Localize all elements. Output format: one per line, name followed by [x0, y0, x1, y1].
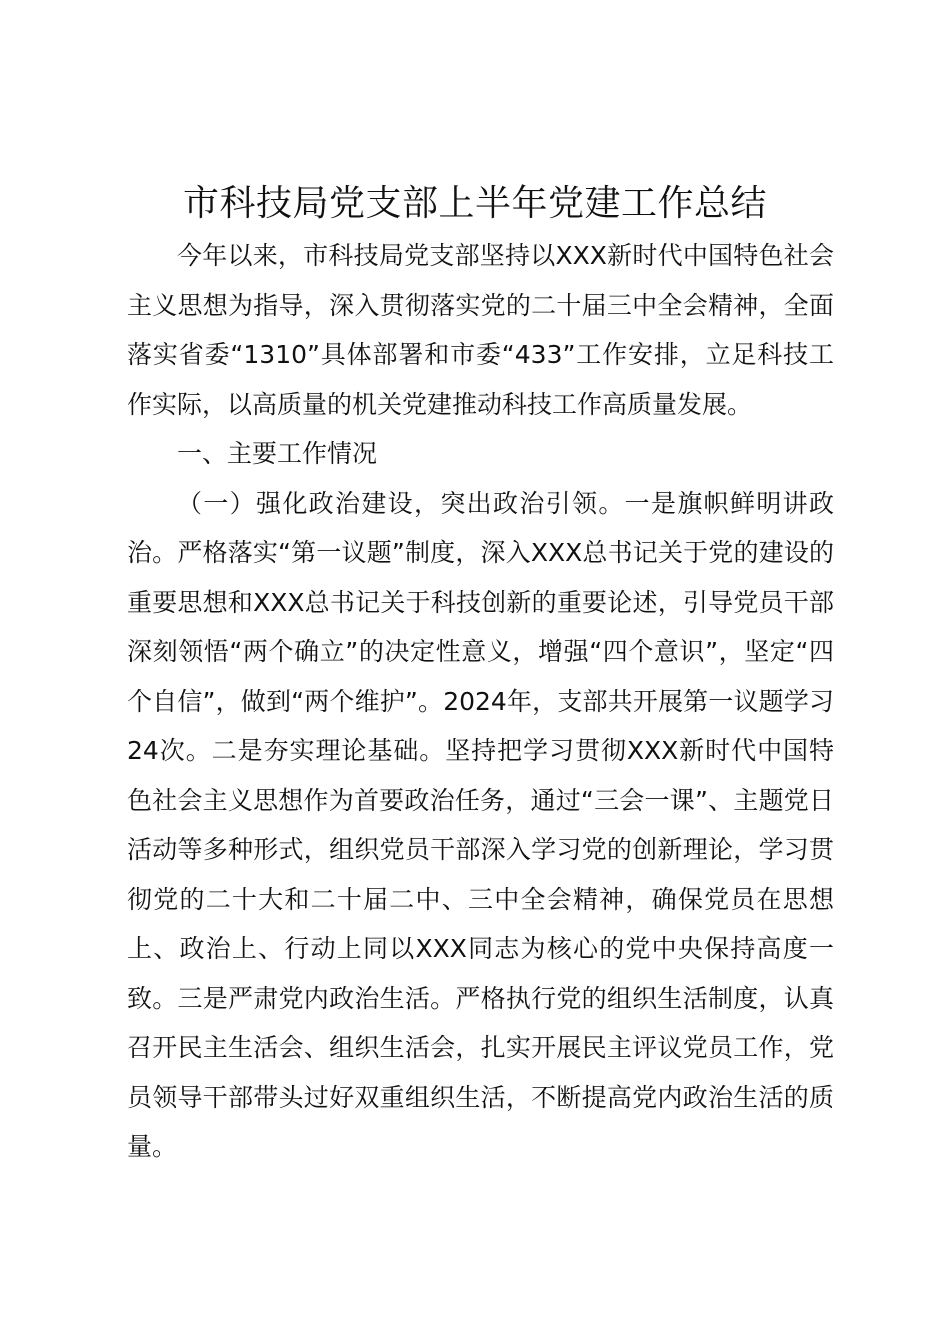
- document-title: 市科技局党支部上半年党建工作总结: [182, 183, 767, 224]
- document-body: [127, 231, 834, 1172]
- intro-paragraph: 今年以来，市科技局党支部坚持以XXX新时代中国特色社会主义思想为指导，深入贯彻落实党的二十届三中全会精神，全面落实省委“1310”具体部署和市委“433”工作安排，立足科技工作实际，以高质量的机关党建推动科技工作高质量发展。: [127, 241, 834, 419]
- section-heading: 一、主要工作情况: [177, 439, 378, 468]
- subsection-paragraph: （一）强化政治建设，突出政治引领。一是旗帜鲜明讲政治。严格落实“第一议题”制度，深入XXX总书记关于党的建设的重要思想和XXX总书记关于科技创新的重要论述，引导党员干部深刻领悟“两个确立”的决定性意义，增强“四个意识”，坚定“四个自信”，做到“两个维护”。2024年，支部共开展第一议题学习24次。二是夯实理论基础。坚持把学习贯彻XXX新时代中国特色社会主义思想作为首要政治任务，通过“三会一课”、主题党日活动等多种形式，组织党员干部深入学习党的创新理论，学习贯彻党的二十大和二十届二中、三中全会精神，确保党员在思想上、政治上、行动上同以XXX同志为核心的党中央保持高度一致。三是严肃党内政治生活。严格执行党的组织生活制度，认真召开民主生活会、组织生活会，扎实开展民主评议党员工作，党员领导干部带头过好双重组织生活，不断提高党内政治生活的质量。: [127, 488, 834, 1161]
